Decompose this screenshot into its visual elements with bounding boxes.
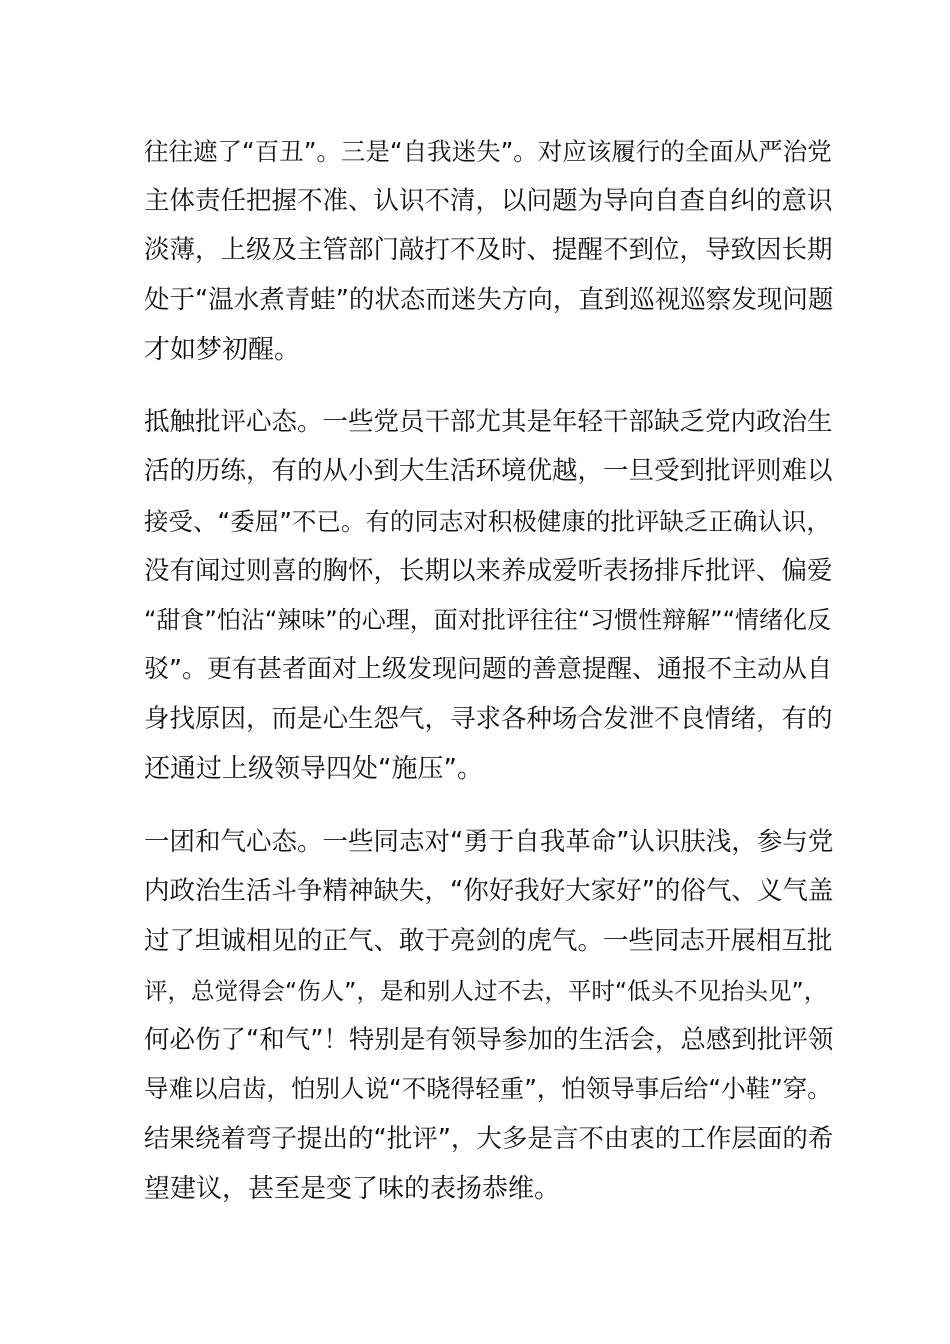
- paragraph-2-line-8: 还通过上级领导四处“施压”。: [144, 754, 483, 784]
- paragraph-3-line-7: 结果绕着弯子提出的“批评”，大多是言不由衷的工作层面的希: [144, 1124, 834, 1154]
- paragraph-2-line-7: 身找原因，而是心生怨气，寻求各种场合发泄不良情绪，有的: [144, 704, 833, 734]
- paragraph-3-line-2: 内政治生活斗争精神缺失，“你好我好大家好”的俗气、义气盖: [144, 876, 834, 906]
- paragraph-1-line-1: 往往遮了“百丑”。三是“自我迷失”。对应该履行的全面从严治党: [144, 137, 832, 166]
- paragraph-2-line-5: “甜食”怕沾“辣味”的心理，面对批评往往“习惯性辩解”“情绪化反: [144, 606, 832, 634]
- paragraph-3-line-6: 导难以启齿，怕别人说“不晓得轻重”，怕领导事后给“小鞋”穿。: [144, 1074, 832, 1103]
- paragraph-2-line-1: 抵触批评心态。一些党员干部尤其是年轻干部缺乏党内政治生: [144, 407, 833, 437]
- paragraph-2-line-2: 活的历练，有的从小到大生活环境优越，一旦受到批评则难以: [144, 456, 833, 486]
- paragraph-2-line-6: 驳”。更有甚者面对上级发现问题的善意提醒、通报不主动从自: [144, 654, 832, 683]
- paragraph-2-line-3: 接受、“委屈”不已。有的同志对积极健康的批评缺乏正确认识，: [144, 507, 831, 536]
- paragraph-1-line-3: 淡薄，上级及主管部门敲打不及时、提醒不到位，导致因长期: [144, 235, 833, 265]
- paragraph-3-line-8: 望建议，甚至是变了味的表扬恭维。: [144, 1174, 561, 1204]
- paragraph-3-line-5: 何必伤了“和气”！特别是有领导参加的生活会，总感到批评领: [144, 1025, 834, 1055]
- paragraph-2-line-4: 没有闻过则喜的胸怀，长期以来养成爱听表扬排斥批评、偏爱: [144, 556, 833, 586]
- paragraph-3-line-3: 过了坦诚相见的正气、敢于亮剑的虎气。一些同志开展相互批: [144, 926, 833, 956]
- paragraph-3-line-1: 一团和气心态。一些同志对“勇于自我革命”认识肤浅，参与党: [144, 827, 834, 857]
- paragraph-1-line-5: 才如梦初醒。: [144, 335, 301, 365]
- paragraph-1-line-4: 处于“温水煮青蛙”的状态而迷失方向，直到巡视巡察发现问题: [144, 285, 834, 315]
- paragraph-3-line-4: 评，总觉得会“伤人”，是和别人过不去，平时“低头不见抬头见”，: [144, 977, 828, 1005]
- paragraph-1-line-2: 主体责任把握不准、认识不清，以问题为导向自查自纠的意识: [144, 186, 833, 216]
